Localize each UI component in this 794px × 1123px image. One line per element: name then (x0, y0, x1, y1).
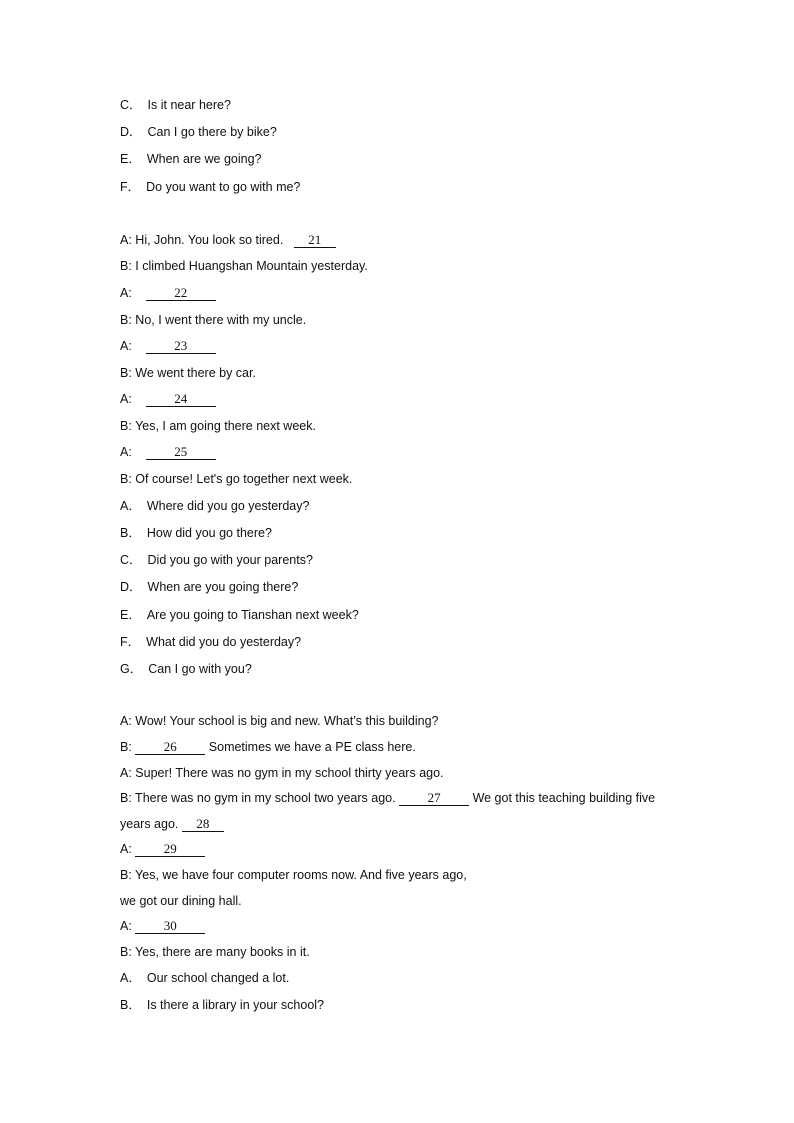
dialogue-line (120, 790, 655, 806)
option-letter: F． (120, 180, 141, 194)
answer-blank[interactable]: 27 (399, 791, 469, 806)
option-line (120, 179, 300, 195)
dialogue-line (120, 471, 352, 487)
dialogue-text: We got this teaching building five (472, 791, 656, 805)
dialogue-line (120, 232, 336, 248)
speaker: B: (120, 259, 132, 273)
answer-blank[interactable]: 22 (146, 286, 216, 301)
option-letter: A． (120, 971, 141, 985)
speaker: A: (120, 919, 132, 933)
option-text: Our school changed a lot. (146, 971, 290, 985)
dialogue-line (120, 444, 216, 460)
dialogue-line (120, 841, 205, 857)
option-text: When are we going? (146, 152, 262, 166)
speaker: B: (120, 472, 132, 486)
option-letter: F． (120, 635, 141, 649)
answer-blank[interactable]: 29 (135, 842, 205, 857)
option-letter: D． (120, 580, 142, 594)
dialogue-text: Of course! Let's go together next week. (135, 472, 353, 486)
option-text: When are you going there? (147, 580, 299, 594)
dialogue-text: years ago. (120, 817, 179, 831)
option-line (120, 97, 231, 113)
dialogue-text: Hi, John. You look so tired. (135, 233, 284, 247)
option-line (120, 552, 313, 568)
speaker: B: (120, 740, 132, 754)
answer-blank[interactable]: 30 (135, 919, 205, 934)
dialogue-text: We went there by car. (135, 366, 256, 380)
dialogue-line (120, 338, 216, 354)
dialogue-line (120, 391, 216, 407)
dialogue-line (120, 739, 416, 755)
option-line (120, 970, 289, 986)
option-line (120, 579, 298, 595)
option-line (120, 661, 252, 677)
dialogue-line (120, 816, 224, 832)
dialogue-line: we got our dining hall. (120, 894, 242, 908)
speaker: A: (120, 445, 132, 459)
option-letter: A． (120, 499, 141, 513)
answer-blank[interactable]: 28 (182, 817, 224, 832)
dialogue-line: B: Yes, we have four computer rooms now. And five years ago, (120, 868, 467, 882)
dialogue-text: Yes, I am going there next week. (135, 419, 316, 433)
speaker: A: (120, 233, 132, 247)
option-line (120, 124, 277, 140)
option-line (120, 151, 262, 167)
option-line (120, 634, 301, 650)
option-text: How did you go there? (146, 526, 272, 540)
option-text: Is it near here? (147, 98, 231, 112)
dialogue-text: Sometimes we have a PE class here. (208, 740, 416, 754)
speaker: B: (120, 419, 132, 433)
option-text: Can I go there by bike? (147, 125, 277, 139)
option-text: What did you do yesterday? (146, 635, 302, 649)
option-letter: C． (120, 98, 142, 112)
dialogue-line: A: Super! There was no gym in my school thirty years ago. (120, 766, 444, 780)
option-line (120, 498, 309, 514)
option-line (120, 997, 324, 1013)
answer-blank[interactable]: 26 (135, 740, 205, 755)
option-text: Where did you go yesterday? (146, 499, 310, 513)
answer-blank[interactable]: 24 (146, 392, 216, 407)
option-letter: B． (120, 998, 141, 1012)
dialogue-line (120, 418, 316, 434)
speaker: A: (120, 392, 132, 406)
option-text: Can I go with you? (148, 662, 252, 676)
option-letter: E． (120, 608, 141, 622)
dialogue-text: I climbed Huangshan Mountain yesterday. (135, 259, 368, 273)
option-letter: E． (120, 152, 141, 166)
speaker: A: (120, 842, 132, 856)
dialogue-line (120, 365, 256, 381)
answer-blank[interactable]: 21 (294, 233, 336, 248)
dialogue-text: B: There was no gym in my school two years ago. (120, 791, 396, 805)
option-letter: D． (120, 125, 142, 139)
option-text: Are you going to Tianshan next week? (146, 608, 359, 622)
option-line (120, 607, 359, 623)
option-letter: G． (120, 662, 143, 676)
option-text: Is there a library in your school? (146, 998, 325, 1012)
option-letter: B． (120, 526, 141, 540)
dialogue-line (120, 258, 368, 274)
option-text: Do you want to go with me? (146, 180, 301, 194)
answer-blank[interactable]: 25 (146, 445, 216, 460)
answer-blank[interactable]: 23 (146, 339, 216, 354)
option-text: Did you go with your parents? (147, 553, 313, 567)
speaker: A: (120, 286, 132, 300)
dialogue-line (120, 285, 216, 301)
option-line (120, 525, 272, 541)
speaker: A: (120, 339, 132, 353)
dialogue-line (120, 312, 306, 328)
option-letter: C． (120, 553, 142, 567)
speaker: B: (120, 313, 132, 327)
dialogue-text: No, I went there with my uncle. (135, 313, 307, 327)
dialogue-line: A: Wow! Your school is big and new. What’s this building? (120, 714, 439, 728)
speaker: B: (120, 366, 132, 380)
dialogue-line (120, 918, 205, 934)
dialogue-line: B: Yes, there are many books in it. (120, 945, 310, 959)
